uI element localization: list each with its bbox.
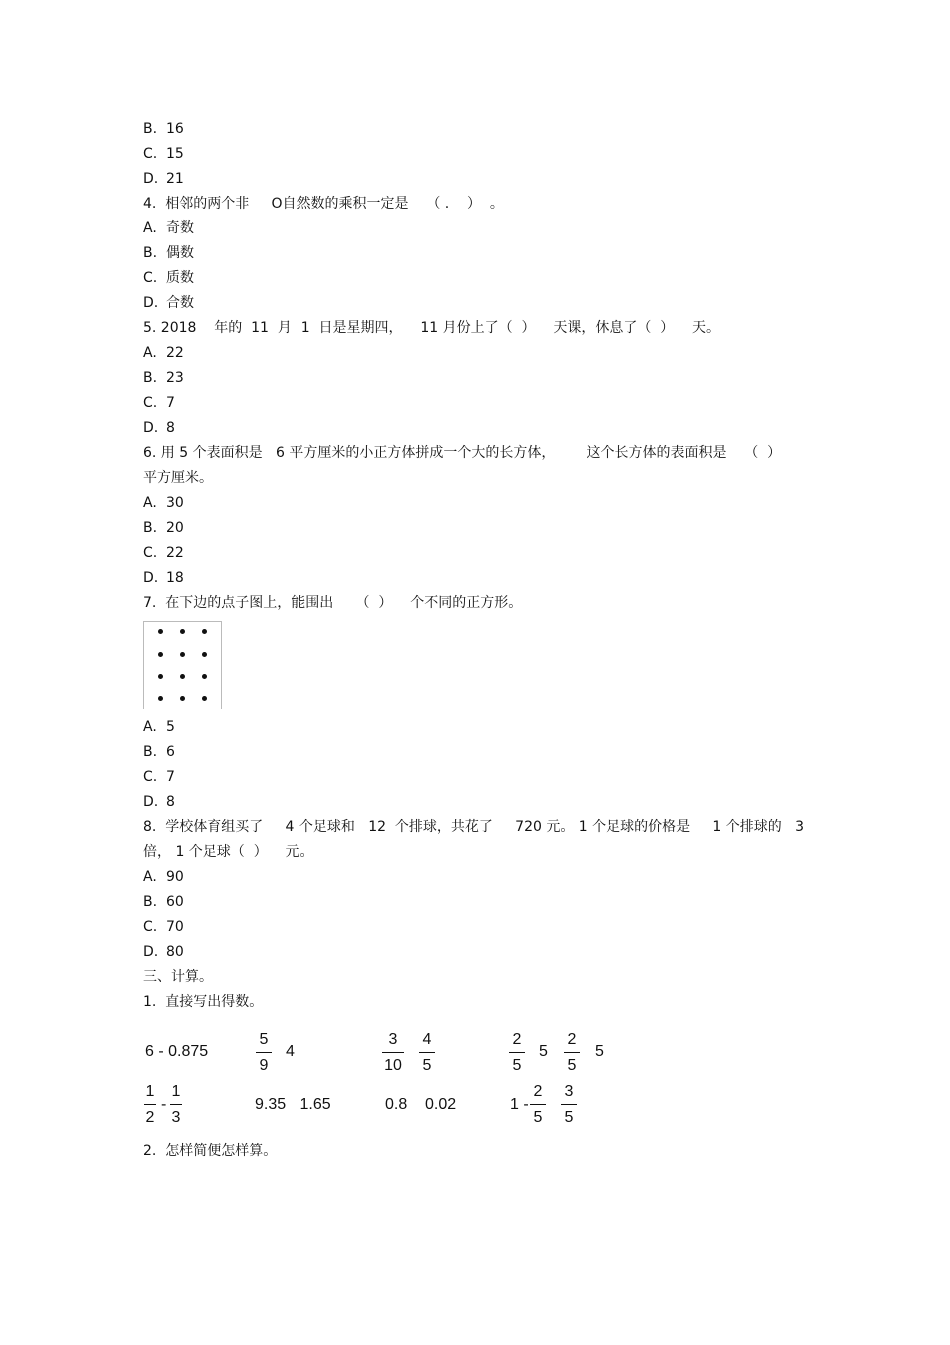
q7-option-c: C. 7 xyxy=(143,769,175,785)
fraction: 5 9 xyxy=(256,1030,272,1076)
q4-option-a: A. 奇数 xyxy=(143,220,194,236)
q6-option-c: C. 22 xyxy=(143,545,184,561)
q5-option-b: B. 23 xyxy=(143,370,184,386)
q3-option-d: D. 21 xyxy=(143,171,184,187)
q6-stem-line1: 6. 用 5 个表面积是 6 平方厘米的小正方体拼成一个大的长方体， 这个长方体的表面积是 （ ） xyxy=(143,445,782,461)
q6-option-a: A. 30 xyxy=(143,495,184,511)
section-heading: 三、计算。 xyxy=(143,969,213,985)
dot xyxy=(158,674,163,679)
q8-option-c: C. 70 xyxy=(143,919,184,935)
q4-stem: 4. 相邻的两个非 O自然数的乘积一定是 （ . ） 。 xyxy=(143,196,504,212)
fraction: 3 5 xyxy=(561,1082,577,1128)
dot xyxy=(202,652,207,657)
calc-expr-4-mid: 5 xyxy=(539,1043,548,1060)
q8-option-a: A. 90 xyxy=(143,869,184,885)
q3-option-c: C. 15 xyxy=(143,146,184,162)
dot xyxy=(180,652,185,657)
q4-option-b: B. 偶数 xyxy=(143,245,194,261)
dot xyxy=(180,629,185,634)
dot xyxy=(180,696,185,701)
dot xyxy=(158,629,163,634)
q8-stem-line2: 倍， 1 个足球（ ） 元。 xyxy=(143,844,314,860)
q6-stem-line2: 平方厘米。 xyxy=(143,470,213,486)
dot xyxy=(158,696,163,701)
q6-option-b: B. 20 xyxy=(143,520,184,536)
calc-expr-2-tail: 4 xyxy=(286,1043,295,1060)
fraction: 1 2 xyxy=(145,1083,155,1126)
q5-option-a: A. 22 xyxy=(143,345,184,361)
q5-option-c: C. 7 xyxy=(143,395,175,411)
fraction: 2 5 xyxy=(530,1082,546,1128)
calc-expr-6: 9.35 1.65 xyxy=(255,1096,331,1113)
calc-expr-7: 0.8 0.02 xyxy=(385,1096,457,1113)
q8-stem-line1: 8. 学校体育组买了 4 个足球和 12 个排球，共花了 720 元。 1 个足球的价格是 1 个排球的 3 xyxy=(143,819,805,835)
q4-option-d: D. 合数 xyxy=(143,295,194,311)
fraction: 2 5 xyxy=(564,1030,580,1076)
dot xyxy=(202,629,207,634)
q7-stem: 7. 在下边的点子图上，能围出 （ ） 个不同的正方形。 xyxy=(143,595,523,611)
dot-grid-figure xyxy=(143,621,222,709)
dot xyxy=(202,674,207,679)
q5-stem: 5. 2018 年的 11 月 1 日是星期四， 11 月份上了（ ） 天课，休息了（ ） 天。 xyxy=(143,320,721,336)
fraction: 2 5 xyxy=(509,1030,525,1076)
calc-expr-4-tail: 5 xyxy=(595,1043,604,1060)
fraction: 3 10 xyxy=(382,1030,404,1076)
calc-expr-8-head: 1 - xyxy=(510,1096,529,1113)
fraction: 1 3 xyxy=(171,1083,181,1126)
dot xyxy=(202,696,207,701)
calc-expr-5-op: - xyxy=(161,1096,167,1113)
q7-option-d: D. 8 xyxy=(143,794,175,810)
q7-option-a: A. 5 xyxy=(143,719,175,735)
q3-option-b: B. 16 xyxy=(143,121,184,137)
calc-q2-title: 2. 怎样简便怎样算。 xyxy=(143,1143,278,1159)
fraction: 4 5 xyxy=(419,1030,435,1076)
q8-option-b: B. 60 xyxy=(143,894,184,910)
q4-option-c: C. 质数 xyxy=(143,270,194,286)
q5-option-d: D. 8 xyxy=(143,420,175,436)
q8-option-d: D. 80 xyxy=(143,944,184,960)
dot xyxy=(180,674,185,679)
calc-expr-1: 6 - 0.875 xyxy=(145,1043,209,1060)
q7-option-b: B. 6 xyxy=(143,744,175,760)
q6-option-d: D. 18 xyxy=(143,570,184,586)
calc-q1-title: 1. 直接写出得数。 xyxy=(143,994,264,1010)
dot xyxy=(158,652,163,657)
